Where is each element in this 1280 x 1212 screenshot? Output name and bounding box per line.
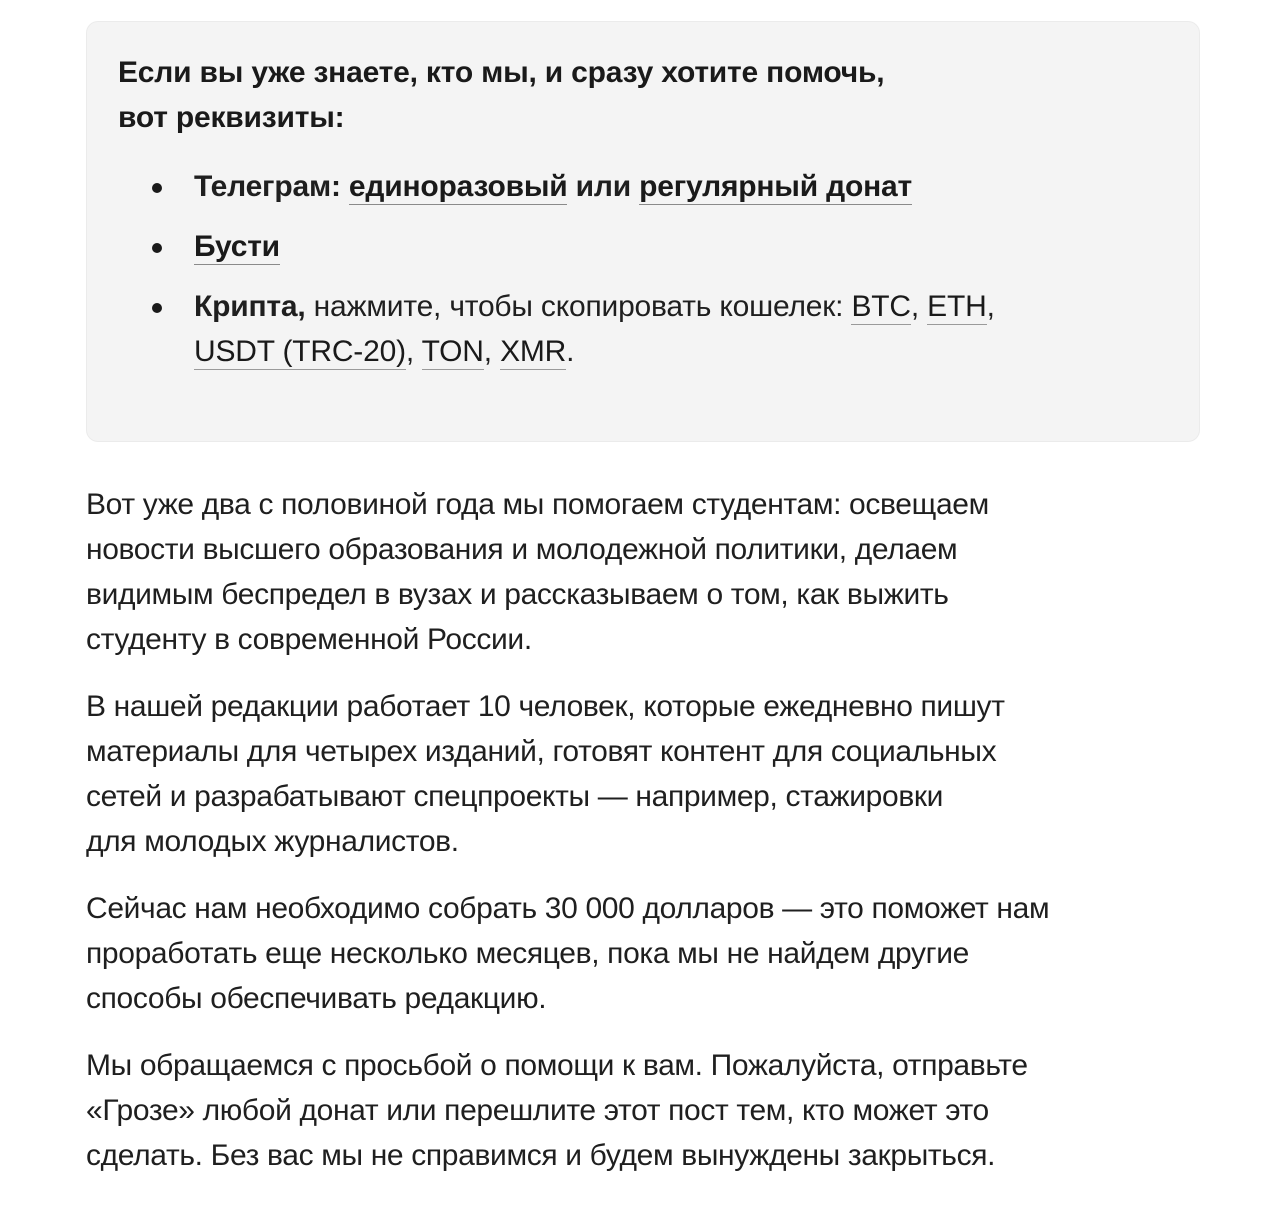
paragraph-1	[86, 482, 1216, 662]
telegram-one-time-link[interactable]: единоразовый	[348, 170, 568, 203]
donation-details-box	[86, 21, 1200, 442]
paragraph-line: В нашей редакции работает 10 человек, которые ежедневно пишут	[86, 690, 1005, 723]
paragraph-2	[86, 684, 1216, 864]
telegram-label: Телеграм:	[194, 170, 341, 203]
crypto-instruction: нажмите, чтобы скопировать кошелек:	[313, 290, 844, 323]
crypto-label: Крипта,	[194, 290, 306, 323]
boosty-link[interactable]: Бусти	[194, 230, 280, 263]
eth-wallet-link[interactable]: ETH	[927, 290, 987, 323]
comma: ,	[405, 335, 414, 368]
paragraph-line: новости высшего образования и молодежной политики, делаем	[86, 533, 958, 566]
paragraph-line: сетей и разрабатывают спецпроекты — например, стажировки	[86, 780, 944, 813]
comma: ,	[986, 290, 995, 323]
bullet-icon	[152, 303, 162, 313]
usdt-wallet-link[interactable]: USDT (TRC-20)	[194, 335, 406, 368]
xmr-wallet-link[interactable]: XMR	[500, 335, 567, 368]
article-body	[86, 482, 1216, 1200]
comma: ,	[910, 290, 920, 323]
period: .	[566, 335, 575, 368]
paragraph-line: Вот уже два с половиной года мы помогаем студентам: освещаем	[86, 488, 989, 521]
list-item-boosty	[152, 224, 1152, 269]
paragraph-3	[86, 886, 1216, 1021]
donation-methods-list	[152, 164, 1152, 389]
paragraph-line: видимым беспредел в вузах и рассказываем о том, как выжить	[86, 578, 949, 611]
list-item-telegram	[152, 164, 1152, 209]
paragraph-line: Сейчас нам необходимо собрать 30 000 долларов — это поможет нам	[86, 892, 1050, 925]
ton-wallet-link[interactable]: TON	[421, 335, 484, 368]
paragraph-line: Мы обращаемся с просьбой о помощи к вам. Пожалуйста, отправьте	[86, 1049, 1028, 1082]
paragraph-line: «Грозе» любой донат или перешлите этот пост тем, кто может это	[86, 1094, 989, 1127]
paragraph-line: для молодых журналистов.	[86, 825, 459, 858]
comma: ,	[483, 335, 492, 368]
list-item-crypto	[152, 284, 1152, 374]
paragraph-line: проработать еще несколько месяцев, пока мы не найдем другие	[86, 937, 970, 970]
donation-heading-line-2: вот реквизиты:	[118, 101, 345, 134]
paragraph-line: материалы для четырех изданий, готовят контент для социальных	[86, 735, 997, 768]
bullet-icon	[152, 243, 162, 253]
donation-heading-line-1: Если вы уже знаете, кто мы, и сразу хотите помочь,	[118, 56, 885, 89]
paragraph-line: студенту в современной России.	[86, 623, 532, 656]
donation-heading	[118, 50, 1169, 140]
bullet-icon	[152, 183, 162, 193]
paragraph-line: сделать. Без вас мы не справимся и будем вынуждены закрыться.	[86, 1139, 996, 1172]
btc-wallet-link[interactable]: BTC	[851, 290, 911, 323]
paragraph-4	[86, 1043, 1216, 1178]
telegram-connector: или	[575, 170, 631, 203]
telegram-regular-link[interactable]: регулярный донат	[639, 170, 912, 203]
paragraph-line: способы обеспечивать редакцию.	[86, 982, 547, 1015]
